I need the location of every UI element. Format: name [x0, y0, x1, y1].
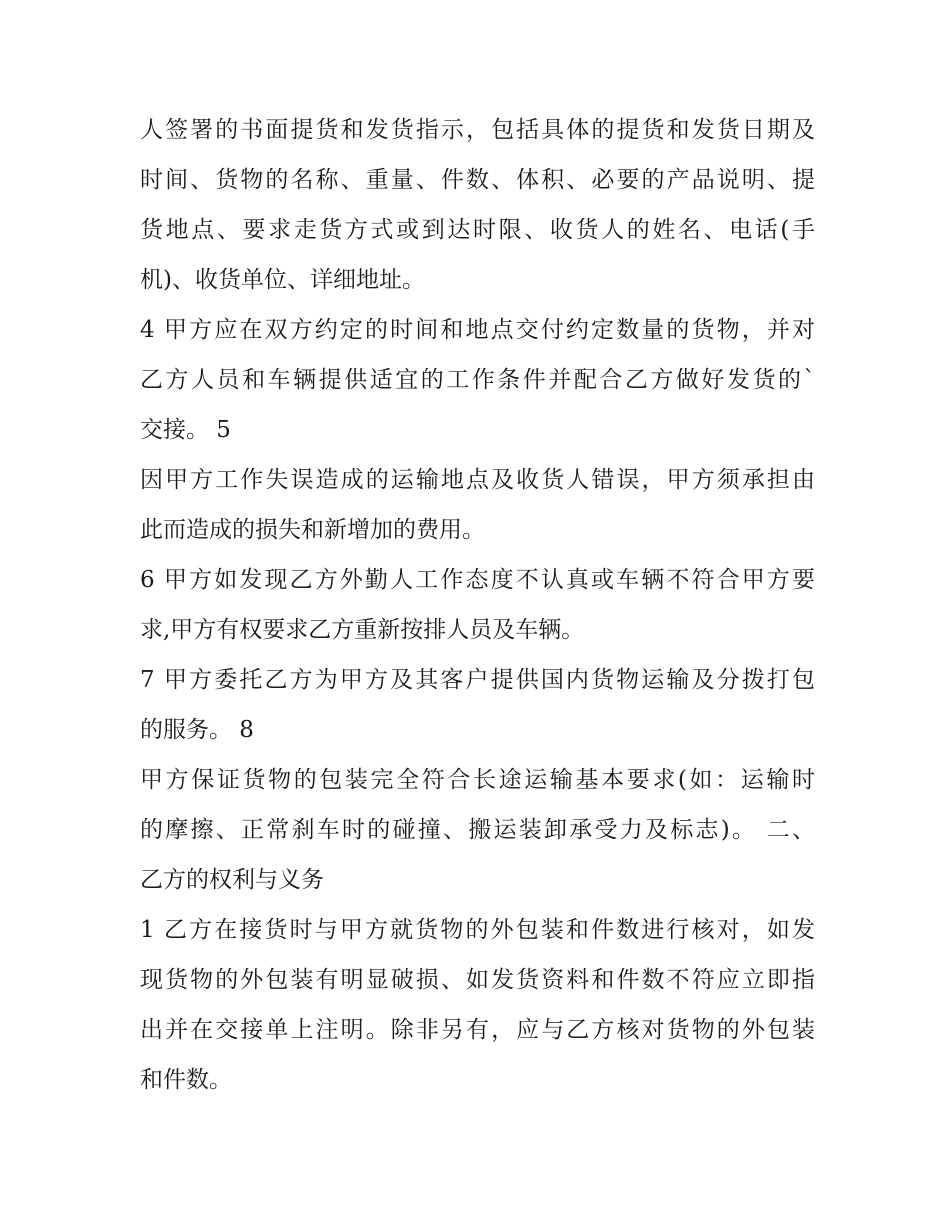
text-line: 交接。 5 — [140, 417, 231, 443]
text-line: 的服务。 8 — [140, 717, 254, 743]
clause-5-line: 因甲方工作失误造成的运输地点及收货人错误，甲方须承担由 — [140, 467, 815, 493]
text-line: 机)、收货单位、详细地址。 — [140, 267, 425, 293]
text-line: 求,甲方有权要求乙方重新按排人员及车辆。 — [140, 617, 585, 643]
text-line: 人签署的书面提货和发货指示，包括具体的提货和发货日期及 — [140, 117, 815, 143]
text-line: 货地点、要求走货方式或到达时限、收货人的姓名、电话(手 — [140, 217, 815, 243]
clause-7-line: 7 甲方委托乙方为甲方及其客户提供国内货物运输及分拨打包 — [140, 667, 815, 693]
document-body — [140, 105, 815, 1105]
text-line: 出并在交接单上注明。除非另有，应与乙方核对货物的外包装 — [140, 1017, 815, 1043]
section-heading: 乙方的权利与义务 — [140, 867, 324, 893]
clause-6-line: 6 甲方如发现乙方外勤人工作态度不认真或车辆不符合甲方要 — [140, 567, 815, 593]
clause-b1-line: 1 乙方在接货时与甲方就货物的外包装和件数进行核对，如发 — [140, 917, 815, 943]
text-line: 乙方人员和车辆提供适宜的工作条件并配合乙方做好发货的` — [140, 367, 815, 393]
text-line: 和件数。 — [140, 1067, 232, 1093]
text-line: 现货物的外包装有明显破损、如发货资料和件数不符应立即指 — [140, 967, 815, 993]
clause-4-line: 4 甲方应在双方约定的时间和地点交付约定数量的货物，并对 — [140, 317, 815, 343]
text-line: 时间、货物的名称、重量、件数、体积、必要的产品说明、提 — [140, 167, 815, 193]
text-line: 此而造成的损失和新增加的费用。 — [140, 517, 485, 543]
clause-8-line: 甲方保证货物的包装完全符合长途运输基本要求(如：运输时 — [140, 767, 815, 793]
text-line: 的摩擦、正常刹车时的碰撞、搬运装卸承受力及标志)。 二、 — [140, 817, 815, 843]
